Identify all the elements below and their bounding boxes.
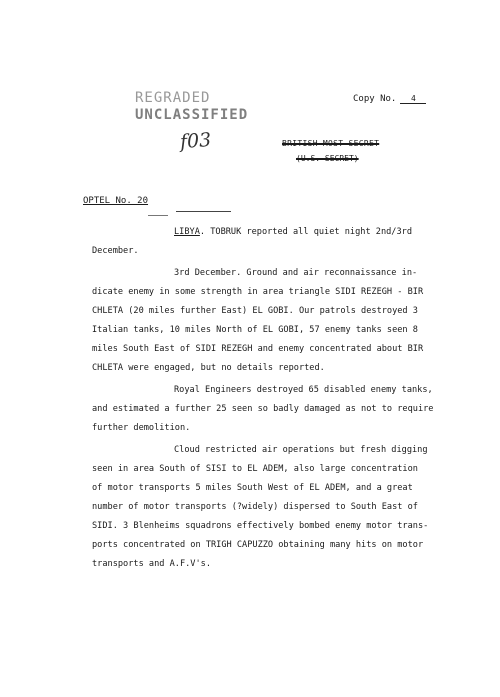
stamp-line-unclassified: UNCLASSIFIED bbox=[135, 107, 249, 123]
stamp-line-regraded: REGRADED bbox=[135, 90, 211, 106]
classification-british-text: BRITISH MOST SECRET bbox=[282, 139, 380, 148]
classification-us-text: (U.S. SECRET) bbox=[296, 154, 359, 163]
copy-number bbox=[353, 94, 426, 104]
copy-number-value: 4 bbox=[400, 95, 426, 104]
paragraph-libya: LIBYA. TOBRUK reported all quiet night 2nd/3rd December. bbox=[92, 227, 413, 256]
regraded-stamp bbox=[135, 90, 248, 124]
paragraph-3rd-december: 3rd December. Ground and air reconnaissance in- dicate enemy in some strength in area triangle SIDI REZEGH - BIR CHLETA (20 miles further East) EL GOBI. Our patrols destroyed 3 Italian tanks, 10 miles North of EL GOBI, 57 enemy tanks seen 8 miles South East of SIDI REZEGH and enemy concentrated about BIR CHLETA were engaged, but no details reported. bbox=[92, 268, 424, 373]
paragraph-air-operations: Cloud restricted air operations but fresh digging seen in area South of SISI to EL ADEM, also large concentration of motor transports 5 miles South West of EL ADEM, and a great number of motor transports (?widely) dispersed to South East of SIDI. 3 Blenheims squadrons effectively bombed enemy motor trans- ports concentrated on TRIGH CAPUZZO obtaining many hits on motor transports and A.F.V's. bbox=[92, 445, 429, 569]
message-body bbox=[92, 223, 434, 577]
optel-number: OPTEL No. 20 bbox=[83, 196, 149, 206]
classification-us bbox=[296, 154, 359, 163]
handwritten-number: f03 bbox=[179, 128, 212, 154]
divider-line bbox=[176, 211, 231, 212]
copy-number-label: Copy No. bbox=[353, 94, 397, 104]
divider-line-short bbox=[148, 215, 168, 216]
classification-british bbox=[282, 139, 379, 148]
libya-heading: LIBYA bbox=[174, 227, 200, 237]
paragraph-royal-engineers: Royal Engineers destroyed 65 disabled enemy tanks, and estimated a further 25 seen so badly damaged as not to require further demolition. bbox=[92, 385, 434, 433]
